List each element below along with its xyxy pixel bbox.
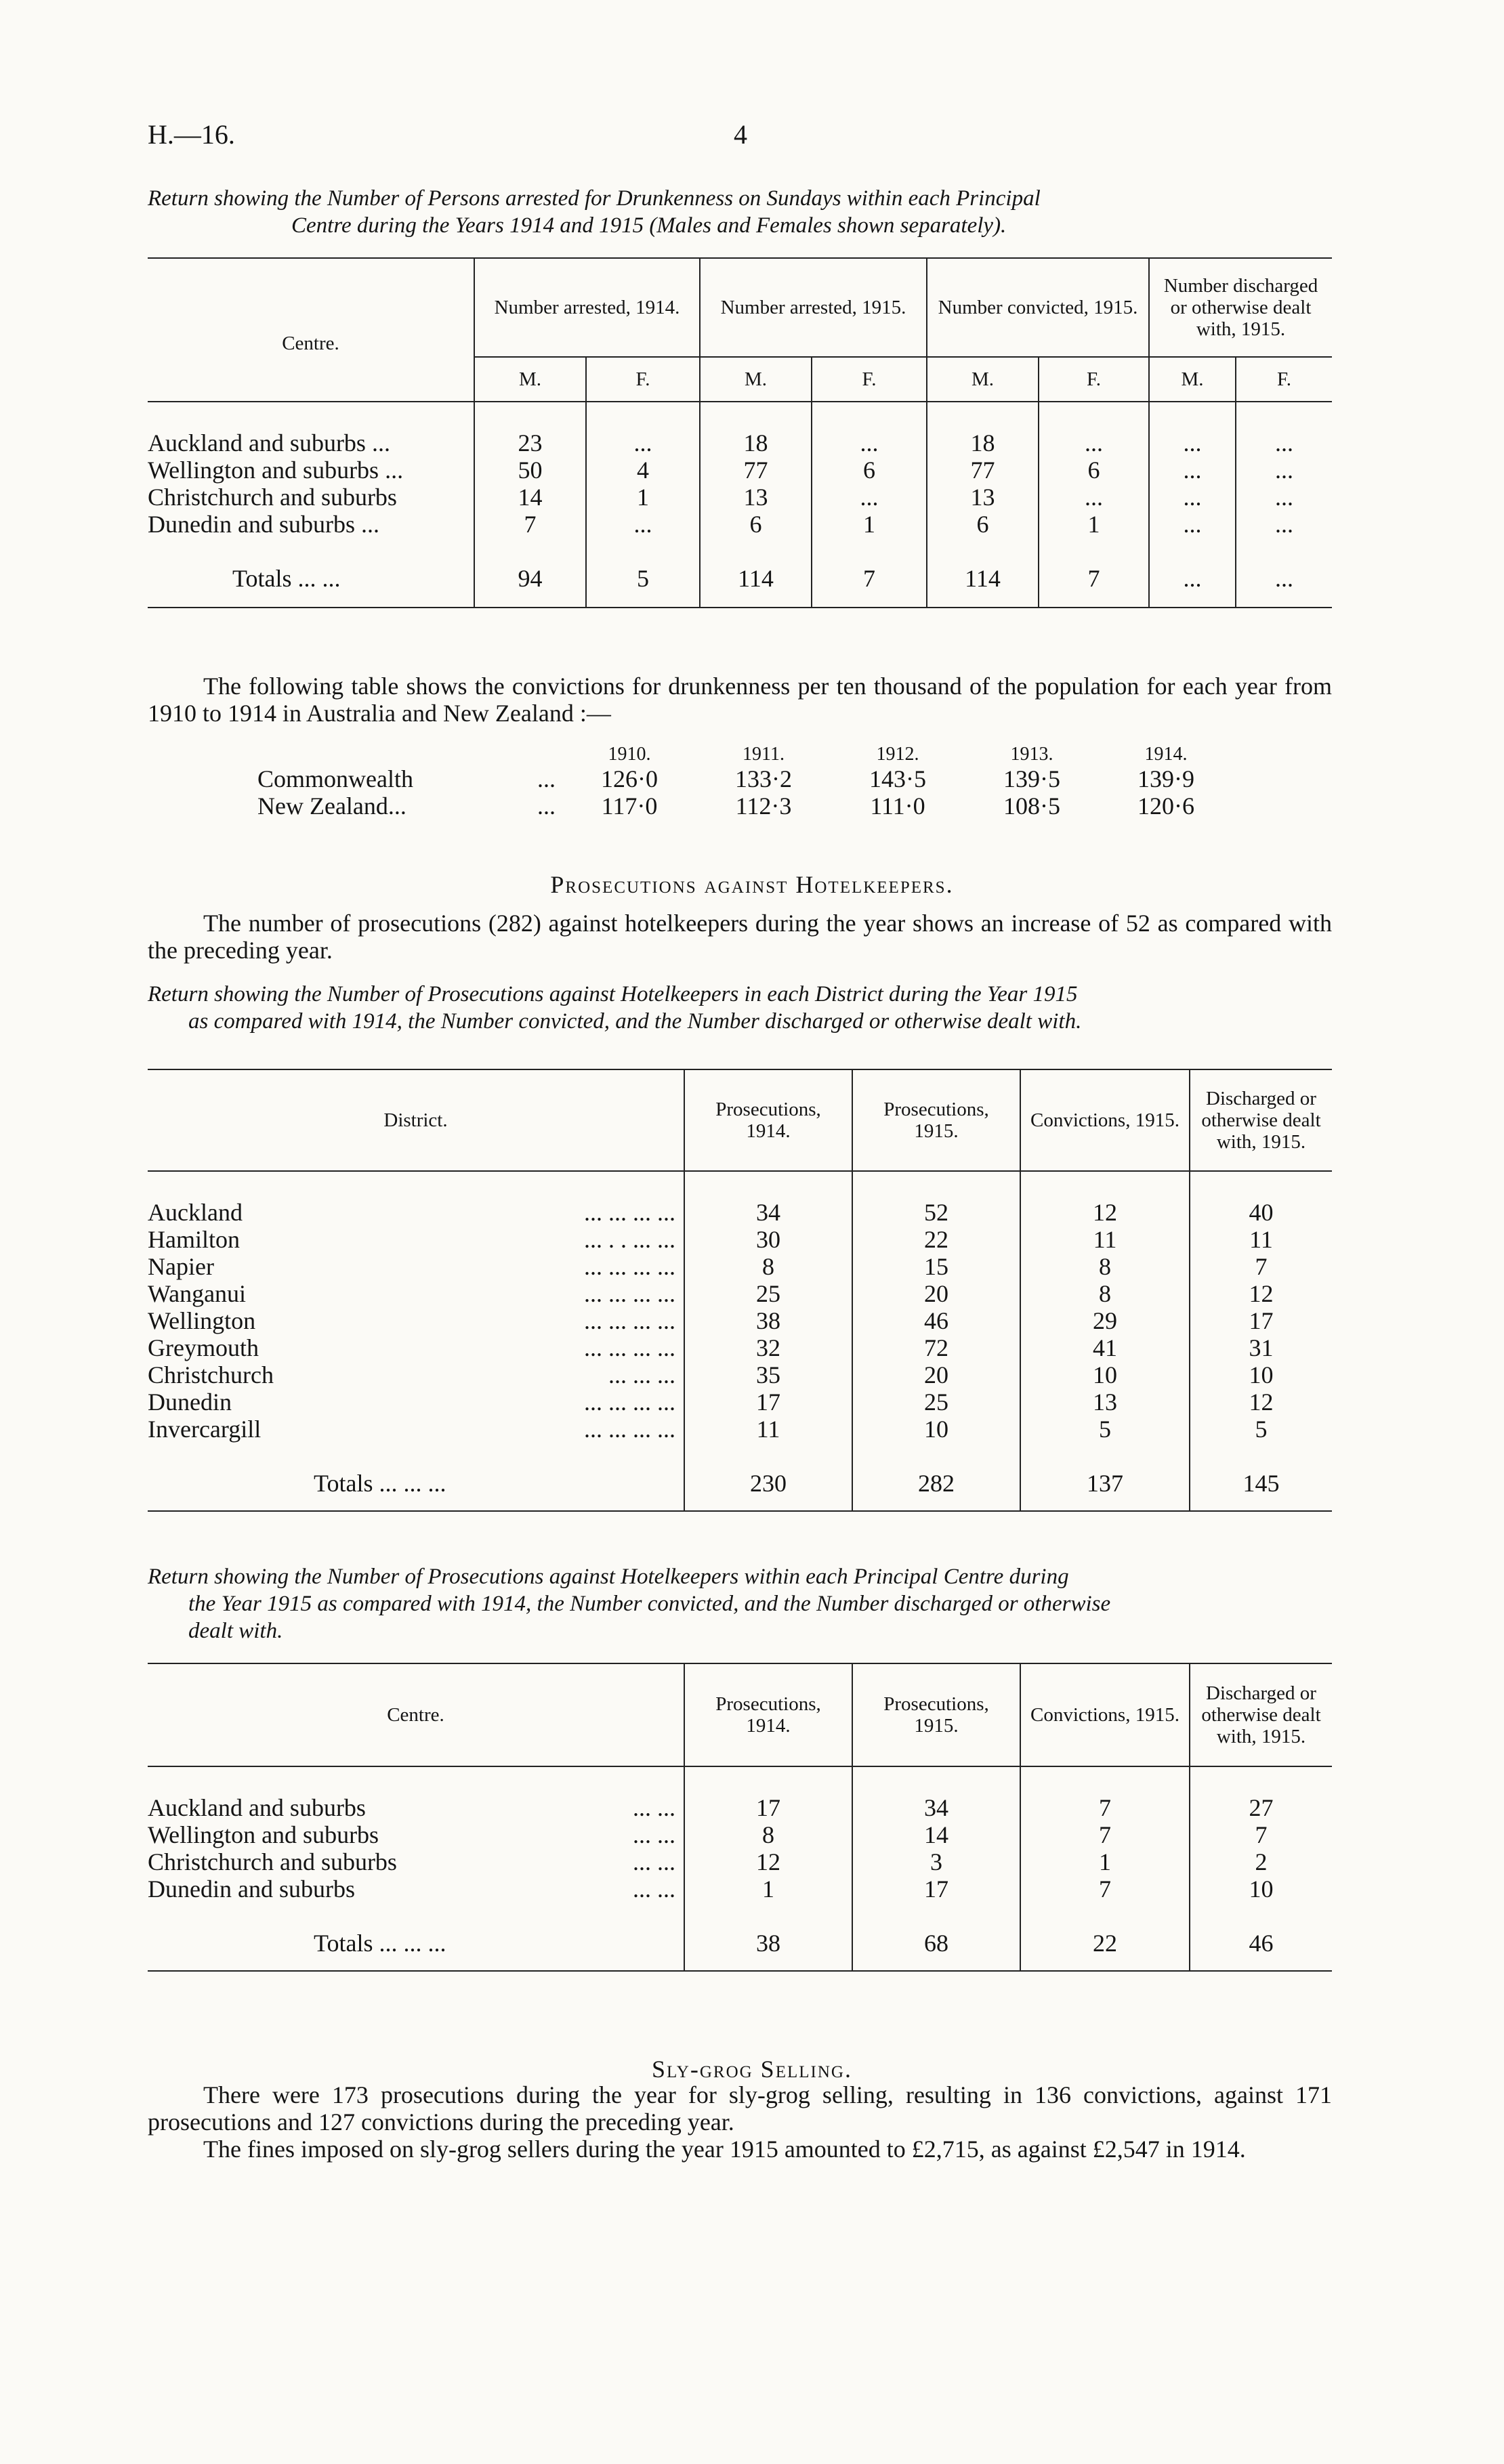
table2-caption	[148, 981, 1332, 1035]
table3-caption-line3: dealt with.	[188, 1619, 283, 1643]
cell: 6	[700, 511, 812, 538]
cell: 17	[852, 1875, 1020, 1903]
col-header-district: District.	[383, 1109, 448, 1131]
centre-name: Dunedin and suburbs ...	[148, 511, 379, 538]
leader-dots: ... ...	[633, 1875, 675, 1903]
cell: 14	[474, 484, 586, 511]
cell: 2	[1190, 1848, 1332, 1875]
col-header-centre: Centre.	[282, 333, 339, 354]
col-header-prosecutions-1914: Prosecutions, 1914.	[684, 1069, 852, 1171]
leader-dots: ... ... ... ...	[584, 1199, 675, 1226]
leader-dots: ... ...	[633, 1794, 675, 1821]
centre-name: Dunedin and suburbs	[148, 1875, 355, 1903]
m-header: M.	[700, 357, 812, 402]
totals-row	[148, 565, 1332, 608]
cell: ...	[812, 429, 927, 456]
cell: 11	[1190, 1226, 1332, 1253]
f-header: F.	[812, 357, 927, 402]
convictions-rate-table	[257, 744, 1233, 820]
table-row	[148, 1361, 1332, 1388]
table-row	[148, 511, 1332, 538]
district-prosecutions-table	[148, 1069, 1332, 1512]
year-header: 1912.	[876, 744, 919, 765]
table-row	[148, 1253, 1332, 1280]
table-row	[148, 1307, 1332, 1334]
totals-row	[148, 1470, 1332, 1511]
cell: 17	[684, 1388, 852, 1416]
m-header: M.	[1149, 357, 1236, 402]
centre-name: Auckland and suburbs	[148, 1794, 366, 1821]
table-row	[148, 1416, 1332, 1443]
table2-caption-line1: Return showing the Number of Prosecutions against Hotelkeepers in each District during the Year 1915	[148, 982, 1078, 1006]
f-header: F.	[1236, 357, 1332, 402]
leader-dots: ... . . ... ...	[584, 1226, 675, 1253]
cell: ...	[1039, 484, 1149, 511]
cell: 1	[812, 511, 927, 538]
cell: 17	[1190, 1307, 1332, 1334]
cell: 1	[1039, 511, 1149, 538]
leader-dots: ... ...	[633, 1821, 675, 1848]
row-label: New Zealand...	[257, 792, 406, 820]
total-cell: 282	[852, 1470, 1020, 1511]
district-name: Wellington	[148, 1307, 256, 1334]
table-row	[148, 1226, 1332, 1253]
cell: 12	[1190, 1388, 1332, 1416]
col-header-convicted-1915: Number convicted, 1915.	[927, 258, 1149, 357]
centre-name: Wellington and suburbs	[148, 1821, 379, 1848]
table-row	[148, 1875, 1332, 1903]
cell: 40	[1190, 1199, 1332, 1226]
cell: 10	[1190, 1875, 1332, 1903]
cell: 12	[1020, 1199, 1190, 1226]
cell: 11	[684, 1416, 852, 1443]
total-cell: 7	[1039, 565, 1149, 608]
table-row	[148, 1199, 1332, 1226]
convictions-intro: The following table shows the convictions for drunkenness per ten thousand of the population for each year from 1910 to 1914 in Australia and New Zealand :—	[148, 673, 1332, 727]
cell: 14	[852, 1821, 1020, 1848]
m-header: M.	[474, 357, 586, 402]
table3-caption	[148, 1563, 1332, 1644]
table-row	[148, 429, 1332, 456]
table-row	[148, 1794, 1332, 1821]
slygrog-paragraph-2: The fines imposed on sly-grog sellers during the year 1915 amounted to £2,715, as against £2,547 in 1914.	[203, 2136, 1246, 2163]
leader-dots: ... ... ... ...	[584, 1416, 675, 1443]
cell: 52	[852, 1199, 1020, 1226]
table-row	[148, 1280, 1332, 1307]
cell: 5	[1020, 1416, 1190, 1443]
total-cell: 114	[927, 565, 1039, 608]
centre-name: Christchurch and suburbs	[148, 1848, 397, 1875]
cell: 8	[684, 1821, 852, 1848]
cell: 6	[812, 456, 927, 484]
total-cell: 22	[1020, 1930, 1190, 1971]
cell: ...	[1149, 429, 1236, 456]
cell: 6	[1039, 456, 1149, 484]
cell: 7	[1020, 1794, 1190, 1821]
cell: 10	[1020, 1361, 1190, 1388]
cell: ...	[1236, 429, 1332, 456]
rate-cell: 112·3	[735, 792, 792, 820]
cell: 8	[1020, 1253, 1190, 1280]
centre-name: Auckland and suburbs ...	[148, 429, 390, 456]
col-header-prosecutions-1915: Prosecutions, 1915.	[852, 1663, 1020, 1766]
leader-dots: ... ... ... ...	[584, 1280, 675, 1307]
arrests-table	[148, 257, 1332, 608]
cell: 18	[927, 429, 1039, 456]
district-name: Greymouth	[148, 1334, 259, 1361]
total-cell: 7	[812, 565, 927, 608]
table2-caption-line2: as compared with 1914, the Number convicted, and the Number discharged or otherwise dealt with.	[188, 1009, 1082, 1034]
total-cell: 145	[1190, 1470, 1332, 1511]
col-header-prosecutions-1915: Prosecutions, 1915.	[852, 1069, 1020, 1171]
centre-name: Wellington and suburbs ...	[148, 456, 404, 484]
cell: ...	[1039, 429, 1149, 456]
year-header: 1913.	[1010, 744, 1053, 765]
f-header: F.	[586, 357, 700, 402]
cell: ...	[1236, 484, 1332, 511]
rate-cell: 143·5	[869, 765, 926, 792]
cell: 31	[1190, 1334, 1332, 1361]
cell: 1	[684, 1875, 852, 1903]
col-header-arrested-1915: Number arrested, 1915.	[700, 258, 927, 357]
cell: 32	[684, 1334, 852, 1361]
rate-cell: 117·0	[601, 792, 658, 820]
rate-cell: 126·0	[601, 765, 658, 792]
district-name: Dunedin	[148, 1388, 232, 1416]
year-header: 1910.	[608, 744, 651, 765]
cell: ...	[1236, 511, 1332, 538]
leader-dots: ...	[537, 792, 556, 820]
col-header-discharged-1915: Discharged or otherwise dealt with, 1915.	[1190, 1069, 1332, 1171]
cell: 20	[852, 1361, 1020, 1388]
district-name: Auckland	[148, 1199, 243, 1226]
total-cell: ...	[1236, 565, 1332, 608]
slygrog-paragraph-1: There were 173 prosecutions during the year for sly-grog selling, resulting in 136 convictions, against 171 prosecutions and 127 convictions during the preceding year.	[148, 2081, 1332, 2136]
table1-caption	[148, 185, 1332, 239]
prosecutions-heading: Prosecutions against Hotelkeepers.	[550, 871, 954, 898]
cell: 7	[1020, 1821, 1190, 1848]
cell: 34	[684, 1199, 852, 1226]
cell: 7	[474, 511, 586, 538]
cell: 12	[1190, 1280, 1332, 1307]
table-row	[148, 484, 1332, 511]
cell: 7	[1020, 1875, 1190, 1903]
cell: 35	[684, 1361, 852, 1388]
cell: 7	[1190, 1253, 1332, 1280]
cell: 8	[1020, 1280, 1190, 1307]
cell: 12	[684, 1848, 852, 1875]
cell: ...	[812, 484, 927, 511]
totals-label: Totals ... ...	[232, 565, 341, 592]
f-header: F.	[1039, 357, 1149, 402]
cell: 1	[586, 484, 700, 511]
centre-prosecutions-table	[148, 1663, 1332, 1972]
district-name: Christchurch	[148, 1361, 274, 1388]
cell: 10	[1190, 1361, 1332, 1388]
cell: 25	[684, 1280, 852, 1307]
page-number: 4	[734, 119, 747, 150]
col-header-convictions-1915: Convictions, 1915.	[1020, 1069, 1190, 1171]
cell: ...	[586, 511, 700, 538]
cell: 34	[852, 1794, 1020, 1821]
totals-label: Totals ... ... ...	[314, 1470, 446, 1497]
col-header-arrested-1914: Number arrested, 1914.	[474, 258, 700, 357]
cell: ...	[1149, 456, 1236, 484]
cell: 20	[852, 1280, 1020, 1307]
document-code: H.—16.	[148, 119, 235, 150]
leader-dots: ... ... ... ...	[584, 1334, 675, 1361]
col-header-convictions-1915: Convictions, 1915.	[1020, 1663, 1190, 1766]
total-cell: ...	[1149, 565, 1236, 608]
rate-cell: 120·6	[1137, 792, 1194, 820]
cell: 27	[1190, 1794, 1332, 1821]
leader-dots: ... ... ... ...	[584, 1307, 675, 1334]
table3-caption-line2: the Year 1915 as compared with 1914, the Number convicted, and the Number discharged or otherwise	[188, 1592, 1111, 1616]
leader-dots: ... ... ... ...	[584, 1253, 675, 1280]
district-name: Hamilton	[148, 1226, 240, 1253]
cell: 13	[927, 484, 1039, 511]
district-name: Invercargill	[148, 1416, 262, 1443]
year-header: 1911.	[743, 744, 785, 765]
table3-caption-line1: Return showing the Number of Prosecutions against Hotelkeepers within each Principal Centre during	[148, 1565, 1069, 1589]
leader-dots: ... ... ... ...	[584, 1388, 675, 1416]
rate-cell: 133·2	[735, 765, 792, 792]
cell: 17	[684, 1794, 852, 1821]
totals-label: Totals ... ... ...	[314, 1930, 446, 1957]
total-cell: 114	[700, 565, 812, 608]
table-row	[148, 1334, 1332, 1361]
rate-cell: 139·5	[1003, 765, 1060, 792]
cell: 77	[927, 456, 1039, 484]
table-row	[148, 1388, 1332, 1416]
district-name: Napier	[148, 1253, 214, 1280]
slygrog-heading: Sly-grog Selling.	[652, 2056, 852, 2083]
district-name: Wanganui	[148, 1280, 247, 1307]
total-cell: 5	[586, 565, 700, 608]
rate-cell: 139·9	[1137, 765, 1194, 792]
cell: 13	[700, 484, 812, 511]
cell: 1	[1020, 1848, 1190, 1875]
cell: 3	[852, 1848, 1020, 1875]
cell: 38	[684, 1307, 852, 1334]
cell: ...	[1236, 456, 1332, 484]
table-row	[257, 792, 1233, 820]
total-cell: 230	[684, 1470, 852, 1511]
cell: 30	[684, 1226, 852, 1253]
cell: 18	[700, 429, 812, 456]
cell: 5	[1190, 1416, 1332, 1443]
cell: 7	[1190, 1821, 1332, 1848]
m-header: M.	[927, 357, 1039, 402]
cell: 72	[852, 1334, 1020, 1361]
row-label: Commonwealth	[257, 765, 413, 792]
leader-dots: ... ...	[633, 1848, 675, 1875]
cell: 6	[927, 511, 1039, 538]
totals-row	[148, 1930, 1332, 1971]
cell: 25	[852, 1388, 1020, 1416]
cell: ...	[586, 429, 700, 456]
rate-cell: 111·0	[870, 792, 925, 820]
cell: 46	[852, 1307, 1020, 1334]
cell: 50	[474, 456, 586, 484]
cell: 15	[852, 1253, 1020, 1280]
cell: 4	[586, 456, 700, 484]
table-row	[257, 765, 1233, 792]
col-header-prosecutions-1914: Prosecutions, 1914.	[684, 1663, 852, 1766]
cell: 23	[474, 429, 586, 456]
table1-caption-line2: Centre during the Years 1914 and 1915 (Males and Females shown separately).	[291, 213, 1007, 238]
cell: 22	[852, 1226, 1020, 1253]
cell: 29	[1020, 1307, 1190, 1334]
total-cell: 38	[684, 1930, 852, 1971]
total-cell: 46	[1190, 1930, 1332, 1971]
cell: 13	[1020, 1388, 1190, 1416]
table-row	[148, 1821, 1332, 1848]
total-cell: 68	[852, 1930, 1020, 1971]
leader-dots: ... ... ...	[608, 1361, 675, 1388]
rate-cell: 108·5	[1003, 792, 1060, 820]
cell: 11	[1020, 1226, 1190, 1253]
table-row	[148, 1848, 1332, 1875]
cell: ...	[1149, 511, 1236, 538]
cell: ...	[1149, 484, 1236, 511]
cell: 8	[684, 1253, 852, 1280]
leader-dots: ...	[537, 765, 556, 792]
prosecutions-paragraph: The number of prosecutions (282) against hotelkeepers during the year shows an increase of 52 as compared with the preceding year.	[148, 910, 1332, 964]
total-cell: 94	[474, 565, 586, 608]
table1-caption-line1: Return showing the Number of Persons arrested for Drunkenness on Sundays within each Principal	[148, 186, 1041, 211]
year-header: 1914.	[1144, 744, 1188, 765]
centre-name: Christchurch and suburbs	[148, 484, 397, 511]
col-header-discharged-1915: Number discharged or otherwise dealt with, 1915.	[1149, 258, 1332, 357]
cell: 77	[700, 456, 812, 484]
col-header-discharged-1915: Discharged or otherwise dealt with, 1915.	[1190, 1663, 1332, 1766]
cell: 41	[1020, 1334, 1190, 1361]
table-row	[148, 456, 1332, 484]
col-header-centre: Centre.	[387, 1704, 444, 1726]
cell: 10	[852, 1416, 1020, 1443]
total-cell: 137	[1020, 1470, 1190, 1511]
